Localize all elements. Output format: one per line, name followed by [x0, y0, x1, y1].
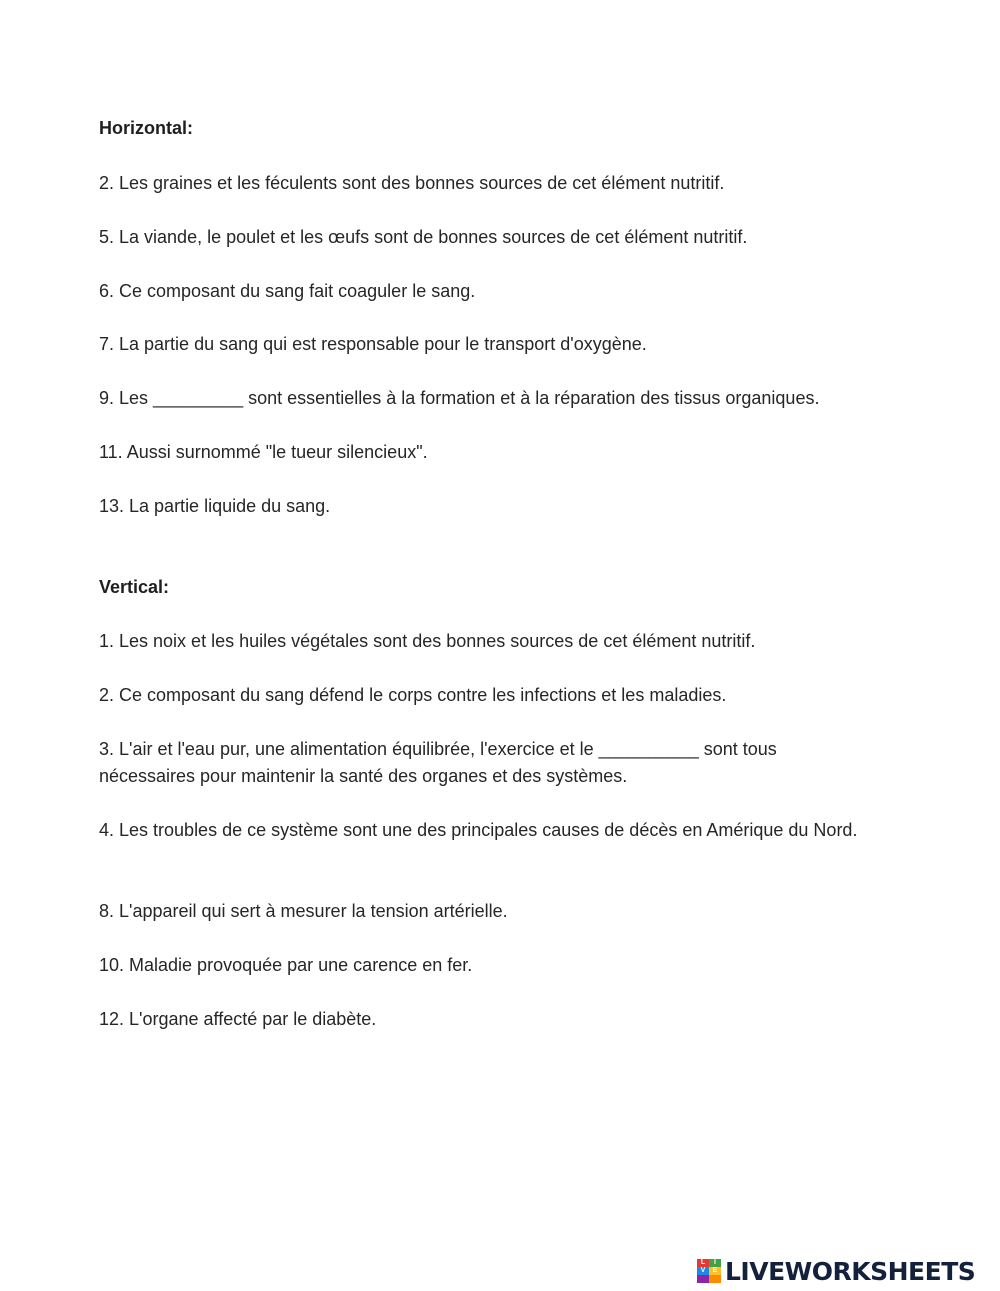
logo-mark-letter-l: L: [697, 1259, 709, 1267]
horizontal-clue-13: 13. La partie liquide du sang.: [99, 496, 331, 516]
logo-mark-letter-e: E: [709, 1267, 721, 1275]
logo-mark-block-5: [697, 1275, 709, 1283]
liveworksheets-logo: [697, 1257, 975, 1285]
vertical-clue-1: 1. Les noix et les huiles végétales sont des bonnes sources de cet élément nutritif.: [99, 631, 756, 651]
logo-mark-letter-i: I: [709, 1259, 721, 1267]
logo-mark-block-6: [709, 1275, 721, 1283]
horizontal-clue-9: 9. Les _________ sont essentielles à la formation et à la réparation des tissus organiques.: [99, 388, 820, 408]
logo-mark-letter-v: V: [697, 1267, 709, 1275]
horizontal-clue-11: 11. Aussi surnommé "le tueur silencieux".: [99, 442, 428, 462]
vertical-heading: Vertical:: [99, 577, 170, 597]
vertical-clue-12: 12. L'organe affecté par le diabète.: [99, 1009, 377, 1029]
vertical-clue-2: 2. Ce composant du sang défend le corps contre les infections et les maladies.: [99, 685, 727, 705]
horizontal-clue-6: 6. Ce composant du sang fait coaguler le sang.: [99, 281, 476, 301]
horizontal-clue-2: 2. Les graines et les féculents sont des bonnes sources de cet élément nutritif.: [99, 173, 725, 193]
horizontal-heading: Horizontal:: [99, 118, 193, 138]
horizontal-clue-7: 7. La partie du sang qui est responsable pour le transport d'oxygène.: [99, 334, 647, 354]
horizontal-clue-5: 5. La viande, le poulet et les œufs sont de bonnes sources de cet élément nutritif.: [99, 227, 748, 247]
vertical-clue-8: 8. L'appareil qui sert à mesurer la tension artérielle.: [99, 901, 508, 921]
vertical-clue-3: 3. L'air et l'eau pur, une alimentation équilibrée, l'exercice et le __________ sont tous nécessaires pour maintenir la santé des organes et des systèmes.: [99, 739, 777, 786]
liveworksheets-logo-text: LIVEWORKSHEETS: [725, 1256, 976, 1286]
vertical-clue-4: 4. Les troubles de ce système sont une des principales causes de décès en Amérique du Nord.: [99, 820, 858, 840]
vertical-clue-10: 10. Maladie provoquée par une carence en fer.: [99, 955, 473, 975]
liveworksheets-logo-icon: [697, 1259, 721, 1283]
